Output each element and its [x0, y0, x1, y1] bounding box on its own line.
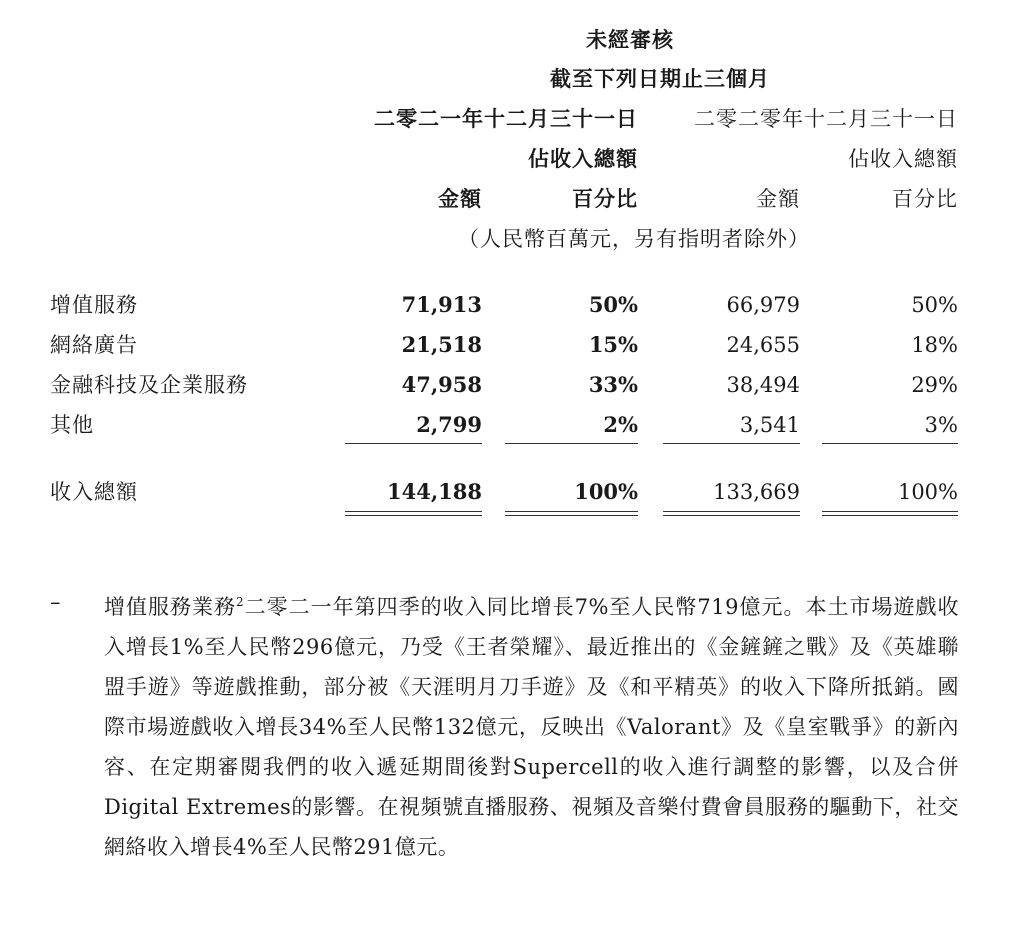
period-current: 二零二一年十二月三十一日 — [374, 106, 638, 131]
pct-prior: 50% — [911, 293, 958, 317]
paragraph-lead: 增值服務業務 — [104, 595, 236, 619]
footnote-ref: 2 — [236, 595, 245, 609]
pct-prior: 29% — [911, 373, 958, 397]
header-period: 截至下列日期止三個月 — [550, 66, 770, 91]
amount-prior: 38,494 — [726, 373, 800, 397]
amount-current: 21,518 — [401, 332, 482, 357]
total-double-rule — [505, 511, 638, 516]
pct-of-total-current: 佔收入總額 — [528, 146, 638, 171]
subtotal-rule — [345, 443, 482, 444]
col-pct-prior: 百分比 — [892, 187, 958, 211]
amount-current: 71,913 — [401, 292, 482, 317]
total-amount-prior: 133,669 — [713, 480, 800, 504]
amount-current: 47,958 — [401, 372, 482, 397]
commentary-paragraph — [104, 582, 959, 867]
col-amount-current: 金額 — [438, 186, 482, 211]
amount-prior: 24,655 — [726, 333, 800, 357]
bullet-dash: – — [50, 590, 61, 614]
total-amount-current: 144,188 — [387, 479, 482, 504]
pct-prior: 3% — [924, 413, 958, 437]
period-prior: 二零二零年十二月三十一日 — [694, 107, 958, 131]
pct-current: 33% — [588, 372, 638, 397]
row-label: 增值服務 — [50, 293, 138, 317]
total-pct-prior: 100% — [897, 480, 958, 504]
row-label: 網絡廣告 — [50, 333, 138, 357]
total-double-rule — [345, 511, 482, 516]
pct-prior: 18% — [911, 333, 958, 357]
total-double-rule — [663, 511, 800, 516]
amount-current: 2,799 — [416, 412, 482, 437]
total-pct-current: 100% — [574, 479, 638, 504]
unit-note: （人民幣百萬元，另有指明者除外） — [458, 227, 810, 251]
row-label: 其他 — [50, 413, 94, 437]
pct-current: 15% — [588, 332, 638, 357]
total-label: 收入總額 — [50, 480, 138, 504]
pct-current: 50% — [588, 292, 638, 317]
col-pct-current: 百分比 — [572, 186, 638, 211]
col-amount-prior: 金額 — [756, 187, 800, 211]
subtotal-rule — [663, 443, 800, 444]
row-label: 金融科技及企業服務 — [50, 373, 248, 397]
total-double-rule — [822, 511, 958, 516]
pct-of-total-prior: 佔收入總額 — [848, 147, 958, 171]
header-unaudited: 未經審核 — [586, 27, 674, 52]
amount-prior: 3,541 — [739, 413, 800, 437]
amount-prior: 66,979 — [726, 293, 800, 317]
subtotal-rule — [822, 443, 958, 444]
paragraph-body: 二零二一年第四季的收入同比增長7%至人民幣719億元。本土市場遊戲收入增長1%至人民幣296億元，乃受《王者榮耀》、最近推出的《金鏟鏟之戰》及《英雄聯盟手遊》等遊戲推動，部分被《天涯明月刀手遊》及《和平精英》的收入下降所抵銷。國際市場遊戲收入增長34%至人民幣132億元，反映出《Valorant》及《皇室戰爭》的新內容、在定期審閱我們的收入遞延期間後對Supercell的收入進行調整的影響，以及合併Digital Extremes的影響。在視頻號直播服務、視頻及音樂付費會員服務的驅動下，社交網絡收入增長4%至人民幣291億元。 — [104, 595, 959, 859]
subtotal-rule — [505, 443, 638, 444]
pct-current: 2% — [603, 412, 638, 437]
